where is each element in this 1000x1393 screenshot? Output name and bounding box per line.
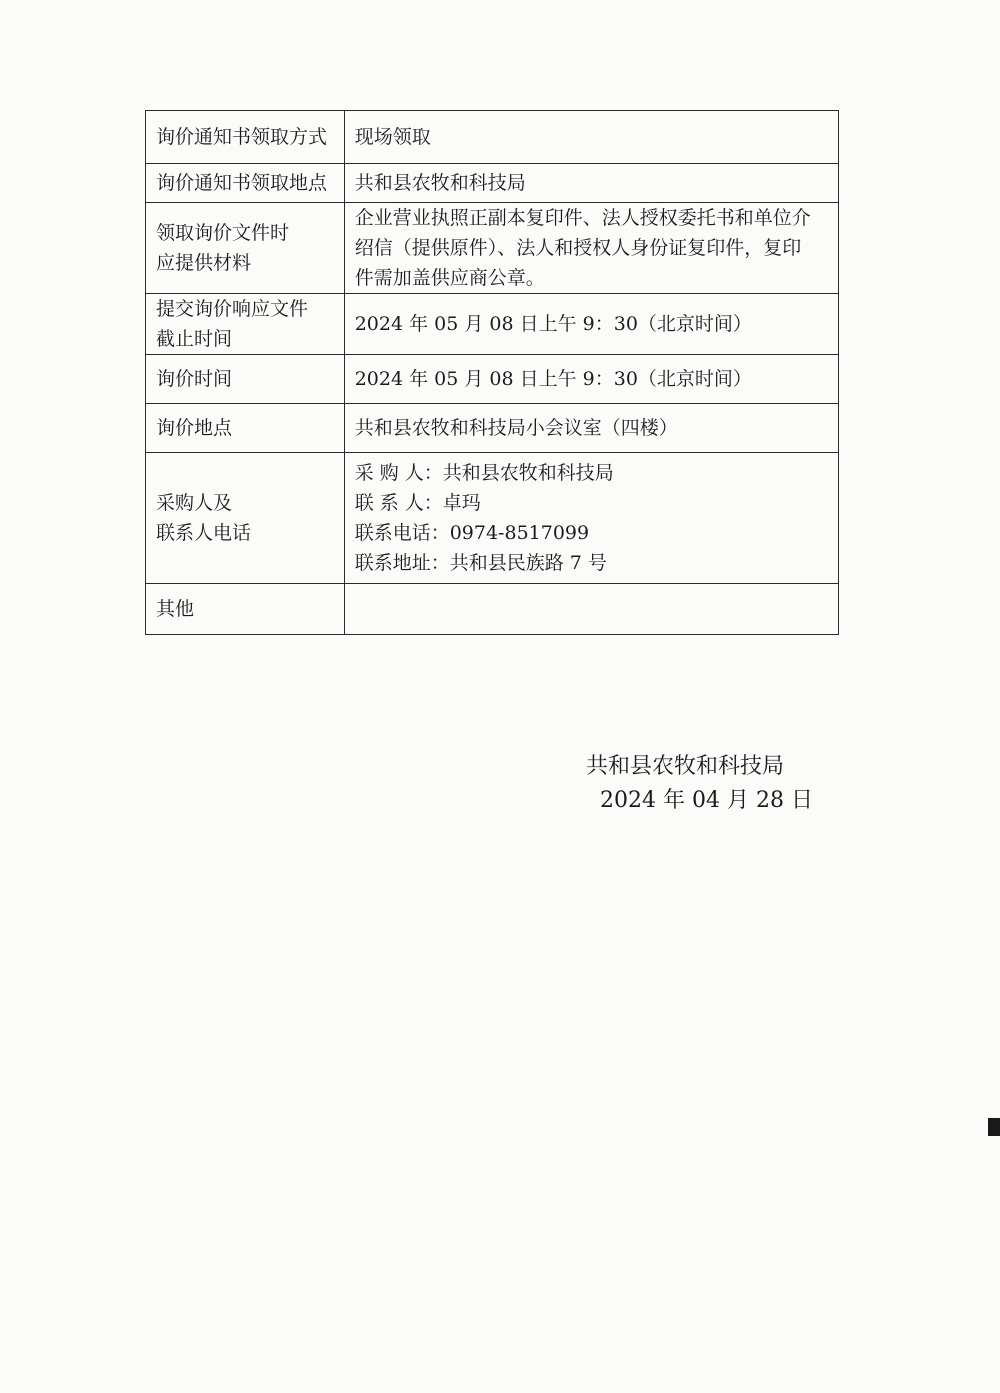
table-row <box>146 404 839 453</box>
row-value <box>344 294 838 355</box>
label-line: 截止时间 <box>156 328 233 350</box>
signature-organization: 共和县农牧和科技局 <box>586 754 785 779</box>
procurement-info-table <box>145 110 839 635</box>
table-row <box>146 584 839 635</box>
value-line: 共和县农牧和科技局 <box>354 172 526 194</box>
table-row <box>146 164 839 203</box>
signature-date: 2024 年 04 月 28 日 <box>600 788 813 813</box>
table-row <box>146 203 839 294</box>
value-line: 绍信（提供原件）、法人和授权人身份证复印件，复印 <box>354 237 802 259</box>
table-row <box>146 453 839 584</box>
contact-purchaser: 采 购 人：共和县农牧和科技局 <box>354 462 614 484</box>
label-line: 提交询价响应文件 <box>156 298 309 320</box>
label-line: 其他 <box>156 598 195 620</box>
row-label <box>146 404 345 453</box>
row-value <box>344 355 838 404</box>
row-value <box>344 453 838 584</box>
value-line: 共和县农牧和科技局小会议室（四楼） <box>354 417 678 439</box>
row-label <box>146 294 345 355</box>
row-value <box>344 404 838 453</box>
row-label <box>146 164 345 203</box>
row-label <box>146 203 345 294</box>
contact-phone: 联系电话：0974-8517099 <box>354 522 590 544</box>
label-line: 领取询价文件时 <box>156 222 290 244</box>
contact-address: 联系地址：共和县民族路 7 号 <box>354 552 607 574</box>
value-line: 2024 年 05 月 08 日上午 9：30（北京时间） <box>354 313 752 335</box>
row-label <box>146 111 345 164</box>
scan-edge-mark <box>988 1118 1000 1136</box>
row-value <box>344 584 838 635</box>
table-row <box>146 355 839 404</box>
table-row <box>146 111 839 164</box>
label-line: 询价通知书领取方式 <box>156 126 328 148</box>
contact-person: 联 系 人：卓玛 <box>354 492 481 514</box>
value-line: 件需加盖供应商公章。 <box>354 267 545 289</box>
value-line: 企业营业执照正副本复印件、法人授权委托书和单位介 <box>354 207 811 229</box>
row-value <box>344 164 838 203</box>
label-line: 联系人电话 <box>156 522 252 544</box>
row-value <box>344 203 838 294</box>
row-label <box>146 453 345 584</box>
row-value <box>344 111 838 164</box>
row-label <box>146 355 345 404</box>
label-line: 询价地点 <box>156 417 233 439</box>
value-line: 现场领取 <box>354 126 431 148</box>
table-row <box>146 294 839 355</box>
value-line: 2024 年 05 月 08 日上午 9：30（北京时间） <box>354 368 752 390</box>
label-line: 询价时间 <box>156 368 233 390</box>
label-line: 采购人及 <box>156 492 233 514</box>
label-line: 询价通知书领取地点 <box>156 172 328 194</box>
label-line: 应提供材料 <box>156 252 252 274</box>
row-label <box>146 584 345 635</box>
